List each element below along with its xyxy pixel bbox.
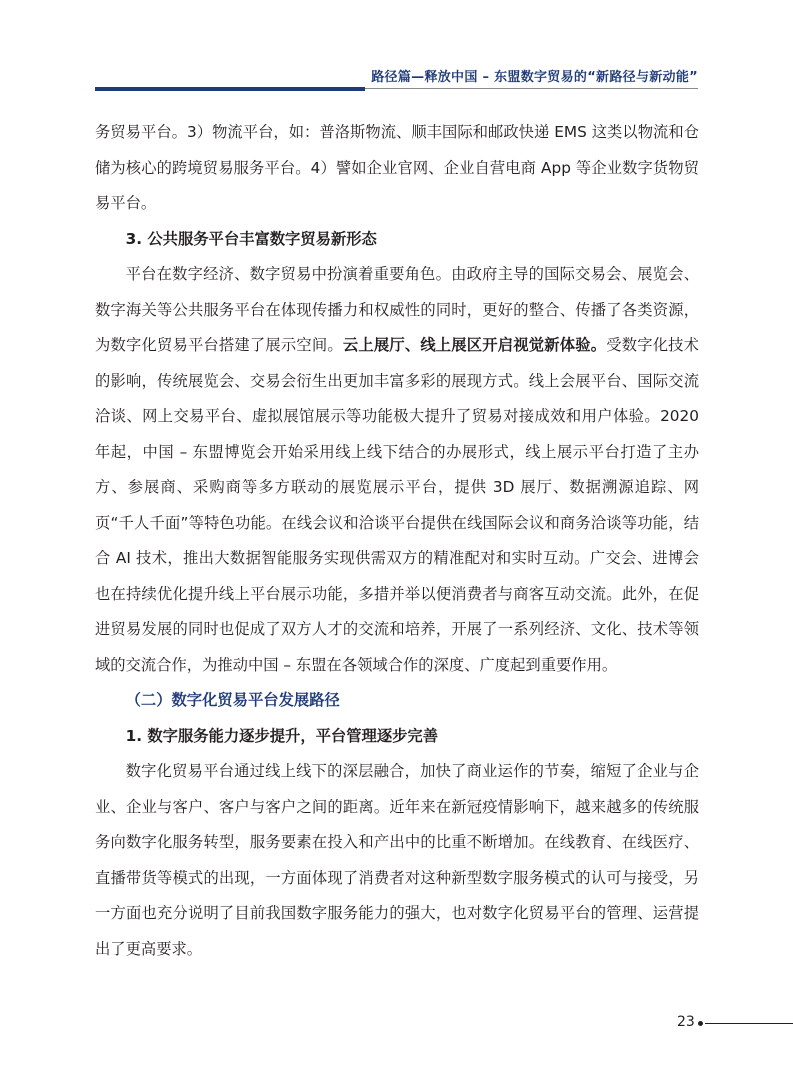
footer-dot [698,1021,703,1026]
page-body [95,115,699,967]
running-header-title: 路径篇—释放中国 – 东盟数字贸易的“新路径与新动能” [371,70,698,85]
header-accent-bar [95,87,365,91]
bold-highlight: 云上展厅、线上展区开启视觉新体验。 [342,336,607,354]
subsection-heading-1: 1. 数字服务能力逐步提升，平台管理逐步完善 [125,726,439,745]
paragraph-continued: 务贸易平台。3）物流平台，如：普洛斯物流、顺丰国际和邮政快递 EMS 这类以物流和仓储为核心的跨境贸易服务平台。4）譬如企业官网、企业自营电商 App 等企业数字货物贸易平台。 [95,123,699,212]
section-heading-2: （二）数字化贸易平台发展路径 [125,691,340,709]
paragraph-text: 受数字化技术的影响，传统展览会、交易会衍生出更加丰富多彩的展现方式。线上会展平台、国际交流洽谈、网上交易平台、虚拟展馆展示等功能极大提升了贸易对接成效和用户体验。2020 年起，中国 – 东盟博览会开始采用线上线下结合的办展形式，线上展示平台打造了主办方、参展商、采购商等多方联动的展览展示平台，提供 3D 展厅、数据溯源追踪、网页“千人千面”等特色功能。在线会议和洽谈平台提供在线国际会议和商务洽谈等功能，结合 AI 技术，推出大数据智能服务实现供需双方的精准配对和实时互动。广交会、进博会也在持续优化提升线上平台展示功能，多措并举以便消费者与商客互动交流。此外，在促进贸易发展的同时也促成了双方人才的交流和培养，开展了一系列经济、文化、技术等领域的交流合作，为推动中国 – 东盟在各领域合作的深度、广度起到重要作用。 [95,336,699,674]
footer-rule [705,1023,793,1024]
paragraph-public-service [95,257,699,683]
subsection-heading-3: 3. 公共服务平台丰富数字贸易新形态 [125,229,377,248]
paragraph-digital-service: 数字化贸易平台通过线上线下的深层融合，加快了商业运作的节奏，缩短了企业与企业、企业与客户、客户与客户之间的距离。近年来在新冠疫情影响下，越来越多的传统服务向数字化服务转型，服务要素在投入和产出中的比重不断增加。在线教育、在线医疗、直播带货等模式的出现，一方面体现了消费者对这种新型数字服务模式的认可与接受，另一方面也充分说明了目前我国数字服务能力的强大，也对数字化贸易平台的管理、运营提出了更高要求。 [95,762,699,958]
paragraph-text: 平台在数字经济、数字贸易中扮演着重要角色。由政府主导的国际交易会、展览会、数字海关等公共服务平台在体现传播力和权威性的同时，更好的整合、传播了各类资源，为数字化贸易平台搭建了展示空间。 [95,265,699,354]
page-number: 23 [677,1014,695,1030]
